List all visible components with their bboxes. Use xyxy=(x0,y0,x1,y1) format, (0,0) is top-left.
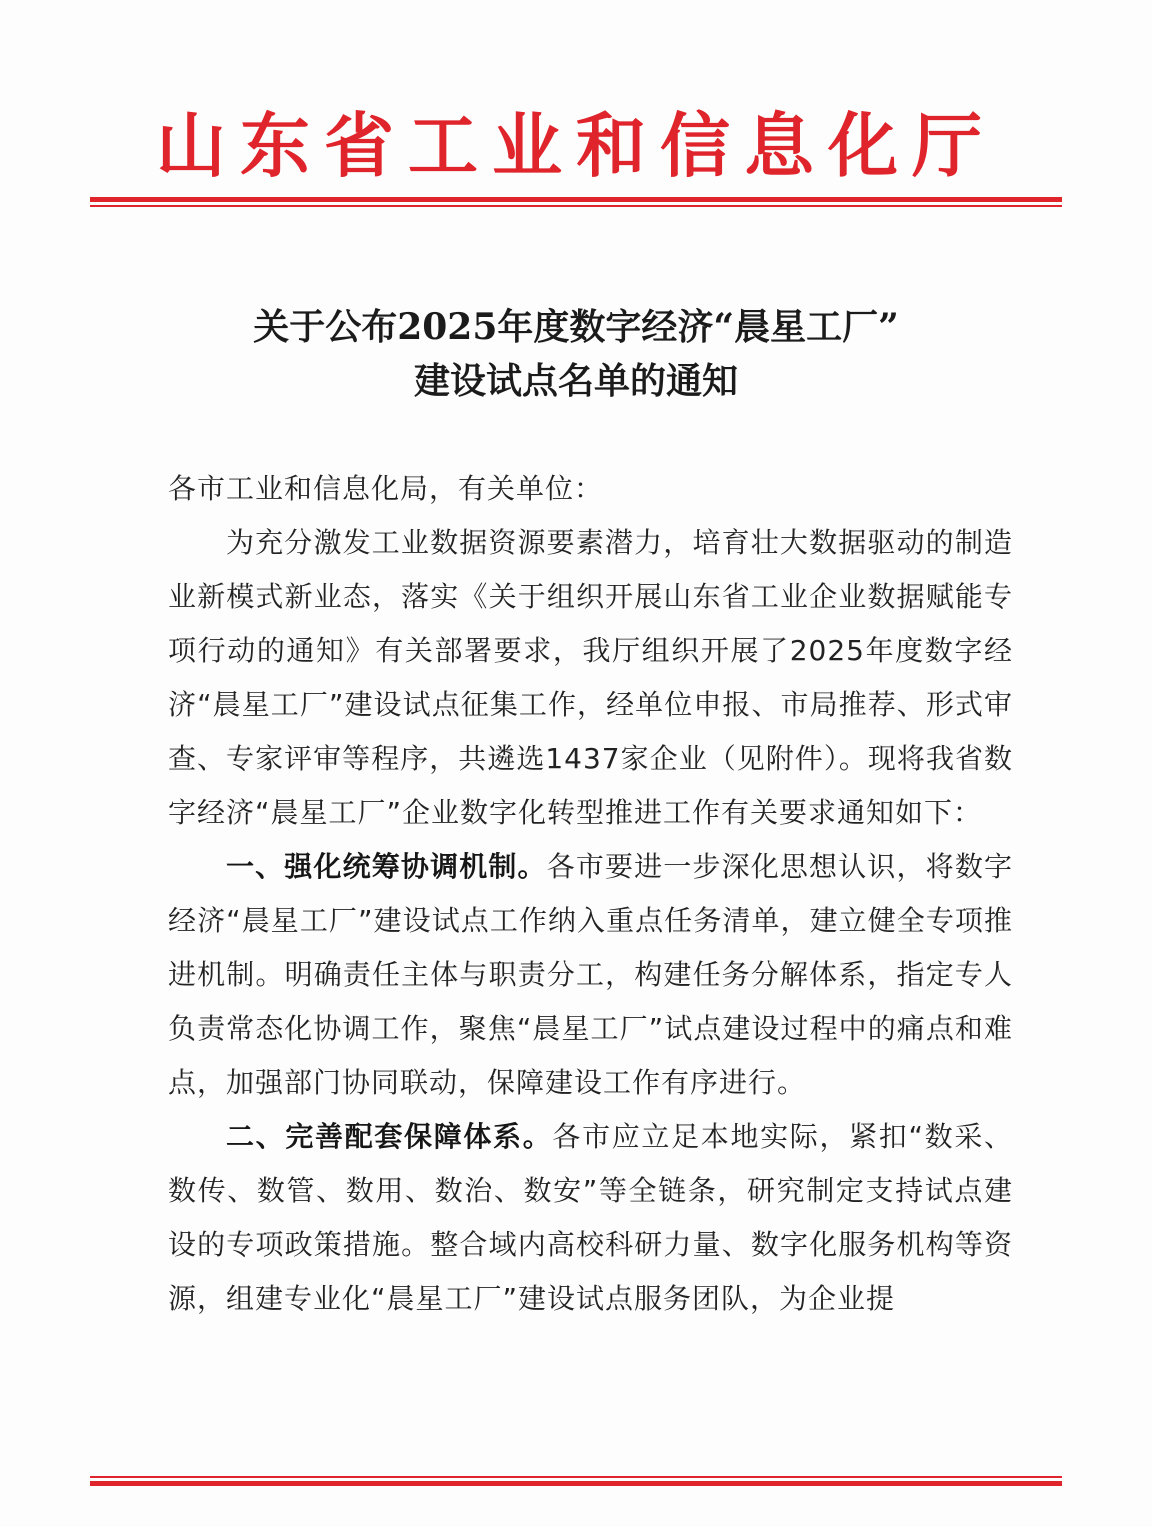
salutation: 各市工业和信息化局，有关单位： xyxy=(168,472,604,505)
document-title-line-2: 建设试点名单的通知 xyxy=(413,360,738,402)
section-2-heading: 二、完善配套保障体系。 xyxy=(226,1120,553,1153)
masthead-title: 山东省工业和信息化厅 xyxy=(156,105,996,187)
section-1-text: 各市要进一步深化思想认识，将数字经济“晨星工厂”建设试点工作纳入重点任务清单，建立健全专项推进机制。明确责任主体与职责分工，构建任务分解体系，指定专人负责常态化协调工作，聚焦“晨星工厂”试点建设过程中的痛点和难点，加强部门协同联动，保障建设工作有序进行。 xyxy=(168,850,1013,1099)
section-2-text: 各市应立足本地实际，紧扣“数采、数传、数管、数用、数治、数安”等全链条，研究制定支持试点建设的专项政策措施。整合域内高校科研力量、数字化服务机构等资源，组建专业化“晨星工厂”建设试点服务团队，为企业提 xyxy=(168,1120,1013,1315)
document-title xyxy=(150,300,1002,408)
section-1-paragraph xyxy=(168,840,1013,1110)
section-2-paragraph xyxy=(168,1110,1013,1326)
intro-paragraph: 为充分激发工业数据资源要素潜力，培育壮大数据驱动的制造业新模式新业态，落实《关于组织开展山东省工业企业数据赋能专项行动的通知》有关部署要求，我厅组织开展了2025年度数字经济“晨星工厂”建设试点征集工作，经单位申报、市局推荐、形式审查、专家评审等程序，共遴选1437家企业（见附件）。现将我省数字经济“晨星工厂”企业数字化转型推进工作有关要求通知如下： xyxy=(168,526,1013,829)
footer-red-rule xyxy=(90,1476,1062,1486)
section-1-heading: 一、强化统筹协调机制。 xyxy=(226,850,547,883)
document-title-line-1: 关于公布2025年度数字经济“晨星工厂” xyxy=(253,306,899,348)
masthead-red-rule xyxy=(90,197,1062,207)
document-body xyxy=(168,462,1013,1326)
